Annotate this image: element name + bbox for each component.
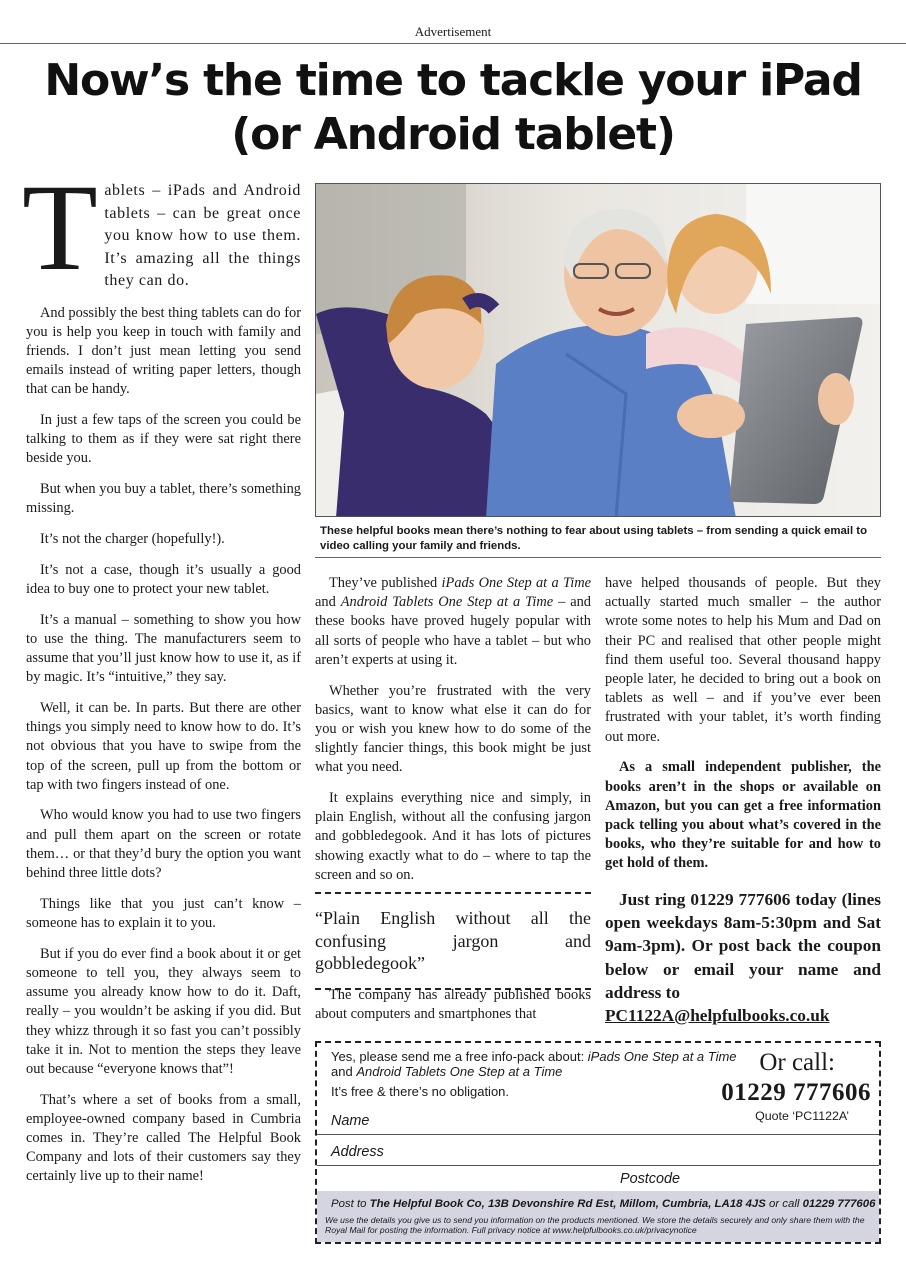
paragraph: have helped thousands of people. But they actually started much smaller – the author wrote some notes to help his Mum and Dad on their PC and realised that other people might find them useful too. Several thousand happy people later, he decided to bring out a book on tablets as well – and if you’ve ever been frustrated with your tablet, it’s worth finding out more. [605,575,881,745]
quote-code: Quote ‘PC1122A’ [755,1109,849,1123]
paragraph: Things like that you just can’t know – someone has to explain it to you. [26,895,301,931]
paragraph: The company has already published books about computers and smartphones that [315,987,591,1023]
phone-number[interactable]: 01229 777606 [721,1079,871,1106]
family-tablet-illustration [316,184,881,517]
paragraph: In just a few taps of the screen you could be talking to them as if they were sat right there beside you. [26,412,301,467]
book-title-ipads: iPads One Step at a Time [587,1049,737,1064]
coupon-request-text [331,1049,751,1079]
postal-address [331,1198,875,1210]
email-link[interactable]: PC1122A@helpfulbooks.co.uk [605,1006,830,1026]
address-line [317,1165,879,1166]
paragraph: Whether you’re frustrated with the very basics, want to know what else it can do for you or wish you knew how to do some of the slightly fancier things, this book might be just what you need. [315,682,591,776]
paragraph: Who would know you had to use two fingers and pull them apart on the screen or rotate them… or that they’d bury the option you want behind three little dots? [26,807,301,882]
article-column-2 [315,574,591,897]
article-column-2-continued [315,986,591,1036]
pull-quote-text: “Plain English without all the confusing jargon and gobbledegook” [315,908,591,973]
postcode-field[interactable]: Postcode [620,1171,681,1187]
intro-paragraph [22,159,301,296]
headline-line-2: (or Android tablet) [231,109,675,160]
article-column-3 [605,574,881,885]
coupon-free-note: It’s free & there’s no obligation. [331,1084,510,1099]
headline [20,54,886,162]
photo-caption: These helpful books mean there’s nothing to fear about using tablets – from sending a quick email to video calling your family and friends. [320,525,868,552]
paragraph: It explains everything nice and simply, in plain English, without all the confusing jargon and gobbledegook. And it has lots of pictures showing exactly what to do – where to tap the screen and so on. [315,790,591,883]
order-coupon [315,1041,881,1244]
family-tablet-photo [315,183,881,517]
paragraph: It’s not the charger (hopefully!). [40,531,225,548]
paragraph [315,574,591,670]
paragraph: But if you do ever find a book about it or get someone to tell you, they always seem to assume you already know how to do it. Daft, really – you wouldn’t be asking if you did. But they whizz through it so fast you can’t possibly take it in. Not to mention the steps they leave out because “everyone knows that”! [26,945,301,1077]
headline-line-1: Now’s the time to tackle your iPad [44,55,862,106]
publisher-note: As a small independent publisher, the books aren’t in the shops or available on Amazon, but you can get a free information pack telling you about what’s covered in the books, who they’re suitable for and how to get hold of them. [605,759,881,872]
privacy-notice: We use the details you give us to send you information on the products mentioned. We store the details securely and only share them with the Royal Mail for posting the information. Full privacy notice at www.helpfulbooks.co.uk/privacynotice [325,1215,865,1236]
text-run: Yes, please send me a free info-pack about: [331,1049,588,1064]
text-run: They’ve published [329,575,442,591]
coupon-footer [317,1191,879,1242]
pull-quote [315,892,591,990]
text-run: and [315,594,341,611]
paragraph: And possibly the best thing tablets can do for you is help you keep in touch with family and friends. I don’t just mean letting you send emails instead of writing paper letters, though that can be handy. [26,304,301,398]
drop-cap: T [22,159,99,296]
book-title-android: Android Tablets One Step at a Time [340,594,554,611]
paragraph: That’s where a set of books from a small, employee-owned company based in Cumbria comes in. They’re called The Helpful Book Company and lots of their customers say they certainly live up to their name! [26,1091,301,1185]
paragraph: Well, it can be. In parts. But there are other things you simply need to know how to do. It’s not obvious that you have to swipe from the top of the screen, pull up from the bottom or tap with two fingers instead of one. [26,699,301,793]
book-title-android: Android Tablets One Step at a Time [356,1064,563,1079]
text-run: or call [765,1198,803,1210]
advertisement-label: Advertisement [414,24,492,39]
intro-text: ablets – iPads and Android tablets – can be great once you know how to use them. It’s amazing all the things they can do. [104,182,301,289]
caption-divider [315,557,881,558]
paragraph: It’s not a case, though it’s usually a good idea to buy one to protect your new tablet. [26,561,301,597]
article-column-1 [22,159,301,1198]
name-line [317,1134,879,1135]
text-run: – and these books have proved hugely popular with all sorts of people who have a tablet – but who aren’t experts at using it. [315,594,591,668]
cta-text: Just ring 01229 777606 today (lines open weekdays 8am-5:30pm and Sat 9am-3pm). Or post back the coupon below or email your name and address to [605,890,881,1002]
address-text: The Helpful Book Co, 13B Devonshire Rd Est, Millom, Cumbria, LA18 4JS [369,1198,766,1210]
or-call-label: Or call: [759,1049,835,1076]
text-run: Post to [331,1198,370,1210]
book-title-ipads: iPads One Step at a Time [441,575,591,591]
address-field[interactable]: Address [331,1144,384,1160]
footer-phone: 01229 777606 [802,1198,876,1210]
paragraph: But when you buy a tablet, there’s something missing. [26,481,301,517]
text-run: and [331,1064,357,1079]
paragraph: It’s a manual – something to show you how to use the thing. The manufacturers seem to assume that you’ll just know how to use it, as if by magic. It’s “intuitive,” they say. [26,611,301,686]
call-to-action [605,888,881,1027]
name-field[interactable]: Name [331,1113,370,1129]
top-bar [0,0,906,44]
